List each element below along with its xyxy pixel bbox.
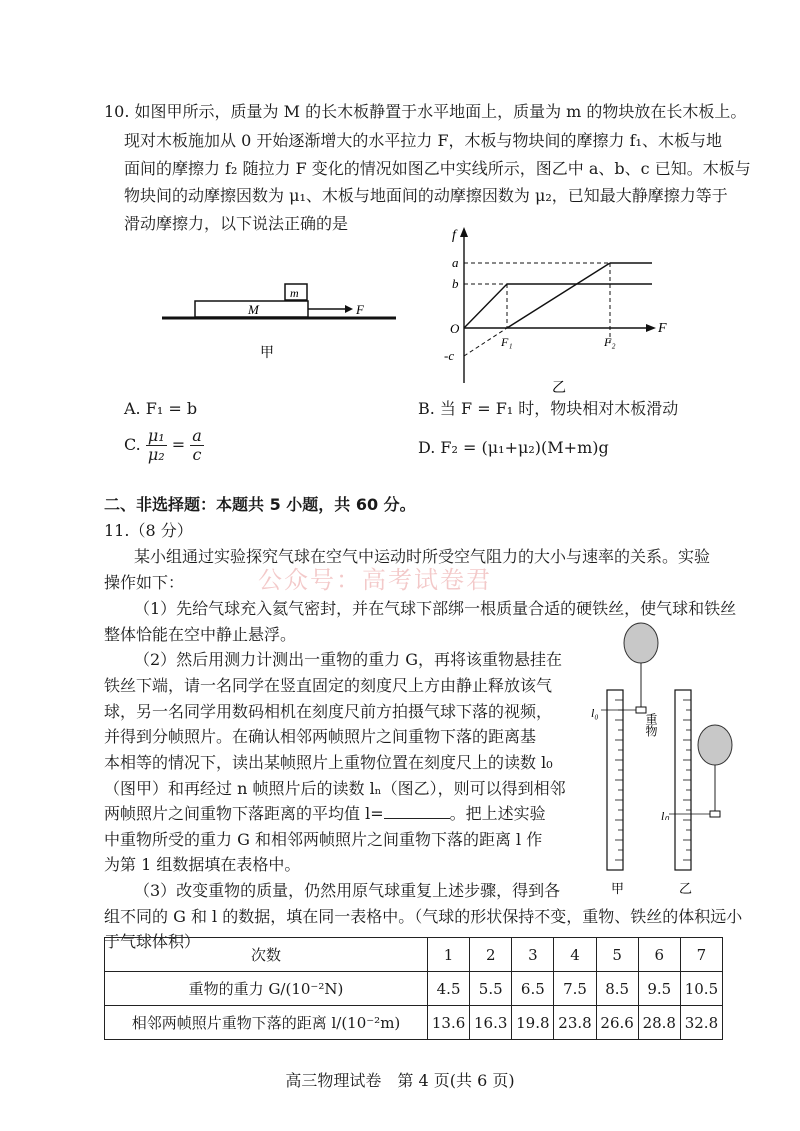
caption-yi: 乙 [679, 882, 693, 897]
answer-blank[interactable] [384, 802, 450, 819]
option-b[interactable]: B. 当 F = F₁ 时，物块相对木板滑动 [418, 399, 679, 418]
option-a[interactable]: A. F₁ = b [124, 399, 198, 418]
table-cell: 7 [680, 938, 722, 972]
q11-step3-3: 于气球体积） [104, 932, 201, 951]
q11-step2-8: 中重物所受的重力 G 和相邻两帧照片之间重物下落的距离 l 作 [104, 830, 543, 849]
table-cell: 10.5 [680, 972, 722, 1006]
table-row-weight [105, 972, 723, 1006]
q10-line-5: 滑动摩擦力，以下说法正确的是 [124, 214, 349, 233]
table-cell: 重物的重力 G/(10⁻²N) [105, 972, 428, 1006]
figure-yi-graph [440, 225, 680, 400]
q11-step2-7 [104, 802, 546, 826]
table-cell: 4 [554, 938, 596, 972]
table-cell: 2 [470, 938, 512, 972]
force-label: F [356, 302, 364, 317]
q11-step2-6: （图甲）和再经过 n 帧照片后的读数 lₙ（图乙），则可以得到相邻 [104, 779, 566, 798]
figure-jia-caption: 甲 [260, 345, 274, 361]
q11-step1-1: （1）先给气球充入氦气密封，并在气球下部绑一根质量合适的硬铁丝，使气球和铁丝 [134, 599, 737, 618]
table-cell: 3 [512, 938, 554, 972]
f2-segment [507, 263, 610, 328]
page-footer: 高三物理试卷 第 4 页(共 6 页) [285, 1071, 515, 1090]
table-cell: 8.5 [596, 972, 638, 1006]
block-label: m [290, 286, 299, 300]
q11-step2-5: 本相等的情况下，读出某帧照片上重物位置在刻度尺上的读数 l₀ [104, 753, 553, 772]
section-2-heading: 二、非选择题：本题共 5 小题，共 60 分。 [104, 495, 416, 514]
q11-step3-2: 组不同的 G 和 l 的数据，填在同一表格中。（气球的形状保持不变，重物、铁丝的体积远小 [104, 907, 743, 926]
x-axis-label: F [658, 321, 667, 336]
q11-intro-1: 某小组通过实验探究气球在空气中运动时所受空气阻力的大小与速率的关系。实验 [134, 547, 711, 566]
q11-step2-9: 为第 1 组数据填在表格中。 [104, 855, 301, 874]
q11-heading: 11.（8 分） [104, 521, 193, 540]
table-cell: 16.3 [470, 1006, 512, 1040]
figure-balloon-rulers [585, 615, 735, 905]
option-c-fraction-right: $\frac{a}{c}$ [192, 426, 202, 464]
table-cell: 相邻两帧照片重物下落的距离 l/(10⁻²m) [105, 1006, 428, 1040]
y-axis-label: f [452, 228, 456, 243]
table-cell: 4.5 [428, 972, 470, 1006]
F2-label: F₂ [604, 335, 616, 349]
origin-label: O [450, 321, 460, 336]
balloon-yi [698, 725, 732, 765]
option-c-prefix: C. [124, 435, 141, 454]
q11-step2-3: 球，另一名同学用数码相机在刻度尺前方拍摄气球下落的视频， [104, 702, 553, 721]
table-cell: 5 [596, 938, 638, 972]
q10-line-4: 物块间的动摩擦因数为 μ₁、木板与地面间的动摩擦因数为 μ₂，已知最大静摩擦力等于 [124, 186, 728, 205]
table-cell: 次数 [105, 938, 428, 972]
option-c[interactable] [124, 427, 204, 464]
q11-step1-2: 整体恰能在空中静止悬浮。 [104, 625, 297, 644]
F1-label: F₁ [501, 335, 513, 349]
table-cell: 9.5 [638, 972, 680, 1006]
f1-static-segment [464, 284, 507, 328]
l0-label-jia: l₀ [591, 706, 599, 720]
q11-step2-2: 铁丝下端，请一名同学在竖直固定的刻度尺上方由静止释放该气 [104, 676, 553, 695]
option-d[interactable]: D. F₂ = (μ₁+μ₂)(M+m)g [418, 438, 609, 457]
q10-line-2: 现对木板施加从 0 开始逐渐增大的水平拉力 F，木板与物块间的摩擦力 f₁、木板与地 [124, 131, 722, 150]
c-label: -c [444, 348, 455, 363]
table-cell: 1 [428, 938, 470, 972]
table-cell: 23.8 [554, 1006, 596, 1040]
q11-step2-7-text: 两帧照片之间重物下落距离的平均值 l= [104, 804, 384, 823]
balloon-jia [624, 623, 658, 663]
q11-step3-1: （3）改变重物的质量，仍然用原气球重复上述步骤，得到各 [134, 881, 561, 900]
board-label: M [248, 302, 259, 317]
a-label: a [452, 255, 459, 270]
table-cell: 7.5 [554, 972, 596, 1006]
table-cell: 5.5 [470, 972, 512, 1006]
table-cell: 32.8 [680, 1006, 722, 1040]
figure-yi-caption: 乙 [552, 380, 566, 396]
q10-line-3: 面间的摩擦力 f₂ 随拉力 F 变化的情况如图乙中实线所示，图乙中 a、b、c 已知。木板与 [124, 159, 751, 178]
q11-step2-1: （2）然后用测力计测出一重物的重力 G，再将该重物悬挂在 [134, 650, 563, 669]
table-cell: 28.8 [638, 1006, 680, 1040]
table-cell: 19.8 [512, 1006, 554, 1040]
option-c-fraction-left: $\frac{\text{μ₁}}{\text{μ₂}}$ [147, 426, 165, 464]
ln-label-yi: lₙ [661, 809, 670, 823]
caption-jia: 甲 [611, 882, 625, 897]
q11-step2-4: 并得到分帧照片。在确认相邻两帧照片之间重物下落的距离基 [104, 727, 537, 746]
q11-step2-7-tail: 。把上述实验 [449, 804, 546, 823]
option-c-equals: = [171, 435, 186, 454]
table-cell: 6.5 [512, 972, 554, 1006]
table-cell: 13.6 [428, 1006, 470, 1040]
figure-jia-diagram [160, 280, 400, 370]
weight-yi [710, 811, 720, 817]
q11-intro-2: 操作如下： [104, 573, 185, 592]
watermark: 公众号：高考试卷君 [258, 566, 492, 594]
table-row-distance [105, 1006, 723, 1040]
table-row-header [105, 938, 723, 972]
weight-label: 重物 [644, 713, 658, 737]
data-table [104, 937, 723, 1040]
q10-line-1: 10. 如图甲所示，质量为 M 的长木板静置于水平地面上，质量为 m 的物块放在长木板上。 [104, 102, 747, 121]
table-cell: 6 [638, 938, 680, 972]
table-cell: 26.6 [596, 1006, 638, 1040]
force-arrowhead [345, 305, 353, 313]
b-label: b [452, 276, 459, 291]
